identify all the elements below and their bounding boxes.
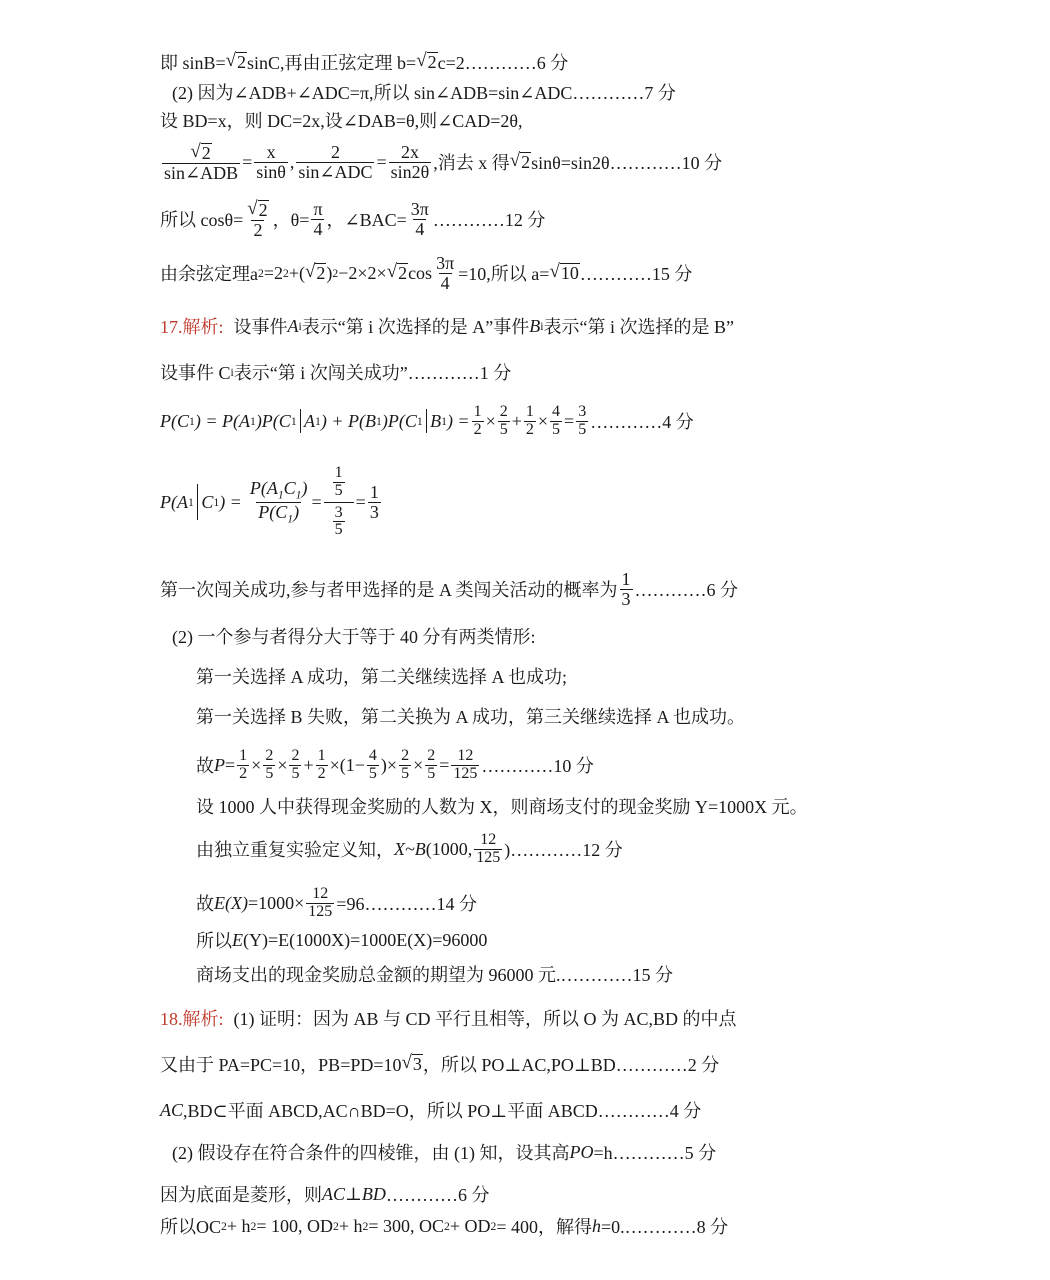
fraction <box>409 200 431 239</box>
text-span: ×(1− <box>329 754 365 775</box>
text-span: 4 <box>440 272 450 293</box>
text-span: ) <box>301 477 308 498</box>
text-span: × <box>413 754 424 775</box>
fraction <box>333 465 345 500</box>
text-span: 1 <box>376 414 382 428</box>
text-span: × <box>537 410 549 431</box>
text-span: 2 <box>499 402 508 420</box>
fraction <box>399 748 411 783</box>
text-span: sin2θ <box>390 161 430 182</box>
line-s17-final <box>196 954 673 994</box>
text-span: C <box>283 477 296 498</box>
text-span: 5 <box>401 764 410 782</box>
text-span: 2 <box>291 746 300 764</box>
text-span: P(C <box>160 410 189 431</box>
text-span: AC⊥BD <box>322 1183 386 1204</box>
text-span: 2 <box>521 152 531 173</box>
text-span: A <box>304 410 316 431</box>
text-span: 设事件 <box>233 317 288 337</box>
text-span: 1 <box>295 488 302 502</box>
text-span: 第一关选择 A 成功，第二关继续选择 A 也成功; <box>196 667 568 687</box>
text-span: + <box>303 754 314 775</box>
text-span: 表示“第 i 次选择的是 A”事件 <box>301 317 530 337</box>
text-span: A <box>287 315 299 336</box>
text-span: × <box>485 410 496 431</box>
fraction <box>550 404 562 439</box>
line-s18-3 <box>160 1090 701 1130</box>
text-span: sinθ=sin2θ…………10 分 <box>531 153 723 173</box>
text-span: PO <box>569 1141 594 1162</box>
text-span: 5 <box>578 420 587 438</box>
text-span: 商场支出的现金奖励总金额的期望为 96000 元.…………15 分 <box>196 965 673 985</box>
text-span: 2 <box>333 1219 339 1233</box>
text-span: 4 <box>552 402 561 420</box>
text-span: 1 <box>525 402 534 420</box>
line-s17-2 <box>160 352 511 392</box>
text-span: 3 <box>621 588 631 609</box>
text-span: 1 <box>441 414 447 428</box>
text-span: ，θ= <box>272 210 310 230</box>
line-s18-4 <box>172 1132 716 1172</box>
text-span: 1 <box>315 414 321 428</box>
text-span: 又由于 PA=PC=10，PB=PD=10 <box>160 1055 402 1075</box>
text-span: 125 <box>308 902 333 920</box>
text-span: 5 <box>368 764 377 782</box>
section-18-header <box>160 998 737 1038</box>
text-span: −2×2× <box>338 262 387 283</box>
sqrt: √ 2 <box>305 261 326 284</box>
text-span: 第一次闯关成功,参与者甲选择的是 A 类闯关活动的概率为 <box>160 580 618 600</box>
text-span: cos <box>408 262 433 283</box>
text-span: =96…………14 分 <box>336 894 477 914</box>
text-span: 5 <box>427 764 436 782</box>
text-span: 设事件 C <box>160 363 231 383</box>
text-span: + h <box>226 1215 251 1236</box>
text-span: 故 <box>196 756 214 776</box>
text-span: = <box>564 410 575 431</box>
text-span: + <box>511 410 522 431</box>
line-4 <box>160 136 722 188</box>
text-span: …………6 分 <box>385 1185 490 1205</box>
fraction <box>576 404 588 439</box>
text-span: = 300, OC <box>368 1215 445 1236</box>
fraction <box>451 748 479 783</box>
text-span: 设 BD=x，则 DC=2x,设∠DAB=θ,则∠CAD=2θ, <box>160 111 523 131</box>
fraction <box>289 748 301 783</box>
text-span: P(C <box>258 501 288 522</box>
text-span: 第一关选择 B 失败，第二关换为 A 成功，第三关继续选择 A 也成功。 <box>196 707 746 727</box>
text-span: = <box>225 754 236 775</box>
text-span: 5 <box>291 764 300 782</box>
text-span: 即 sinB= <box>160 53 226 73</box>
text-span: 表示“第 i 次闯关成功”…………1 分 <box>233 363 512 383</box>
text-span: 1 <box>287 512 294 526</box>
text-span: 3 <box>578 402 587 420</box>
text-span: × <box>251 754 262 775</box>
text-span: 2 <box>253 219 263 240</box>
section-label: 18.解析: <box>160 1009 224 1029</box>
text-span: 1 <box>189 414 195 428</box>
text-span: ，∠BAC= <box>326 210 407 230</box>
text-span: 故 <box>196 894 214 914</box>
text-span: 2 <box>401 746 410 764</box>
text-span: 2 <box>265 746 274 764</box>
text-span: 2 <box>239 764 248 782</box>
line-3 <box>160 100 523 140</box>
text-span: 2 <box>201 142 211 163</box>
fraction <box>254 143 288 182</box>
fraction <box>248 479 310 526</box>
sqrt: √ 10 <box>549 261 579 284</box>
line-binomial <box>196 824 623 874</box>
text-span: …………4 分 <box>590 412 694 432</box>
text-span: ，所以 PO⊥AC,PO⊥BD…………2 分 <box>422 1055 720 1075</box>
text-span: sinθ <box>256 161 286 182</box>
fraction <box>333 505 345 540</box>
line-s17-conclusion <box>160 564 738 614</box>
math-mark <box>300 409 301 433</box>
text-span: 2x <box>400 141 419 162</box>
fraction <box>263 748 275 783</box>
text-span: …………12 分 <box>432 210 546 230</box>
text-span: +( <box>288 262 305 283</box>
text-span: c=2…………6 分 <box>437 53 569 73</box>
text-span: 3π <box>436 252 455 273</box>
text-span: 所以 cosθ= <box>160 210 244 230</box>
text-span: 1 <box>473 402 482 420</box>
text-span: 所以OC <box>160 1217 222 1237</box>
text-span: )× <box>380 754 398 775</box>
text-span: 设 1000 人中获得现金奖励的人数为 X，则商场支付的现金奖励 Y=1000X 元。 <box>196 797 808 817</box>
text-span: + OD <box>449 1215 491 1236</box>
text-span: = <box>439 754 450 775</box>
line-s18-2 <box>160 1044 719 1084</box>
text-span: …………6 分 <box>634 580 739 600</box>
text-span: = <box>376 151 387 172</box>
text-span: (2) 一个参与者得分大于等于 40 分有两类情形: <box>172 627 536 647</box>
text-span: ) + P(B <box>320 410 377 431</box>
text-span: 2 <box>332 266 339 280</box>
text-span: 2 <box>317 764 326 782</box>
text-span: P(A <box>160 491 188 512</box>
text-span: =1000× <box>247 892 305 913</box>
sqrt-2: √ 2 <box>225 50 247 73</box>
text-span: 2 <box>330 141 340 162</box>
text-span: 所以 <box>196 931 232 951</box>
text-span: 3 <box>412 1054 422 1075</box>
text-span: 5 <box>334 521 343 539</box>
text-span: = <box>242 151 253 172</box>
text-span: 2 <box>444 1219 450 1233</box>
sqrt: √ 2 <box>386 261 408 284</box>
sqrt: √ 3 <box>401 1052 422 1075</box>
fraction <box>389 143 432 182</box>
text-span: 5 <box>334 481 343 499</box>
text-span: ,BD⊂平面 ABCD,AC∩BD=O，所以 PO⊥平面 ABCD…………4 分 <box>183 1101 702 1121</box>
text-span: i <box>298 319 302 333</box>
text-span: 1 <box>369 481 379 502</box>
fraction <box>237 748 249 783</box>
text-span: (1) 证明：因为 AB 与 CD 平行且相等，所以 O 为 AC,BD 的中点 <box>233 1009 737 1029</box>
math-mark <box>426 409 427 433</box>
formula-p-c1 <box>160 396 694 446</box>
text-span: ) = P(A <box>194 410 250 431</box>
text-span: (2) 假设存在符合条件的四棱锥，由 (1) 知，设其高 <box>172 1143 570 1163</box>
text-span: 3π <box>410 198 429 219</box>
text-span: π <box>313 198 323 219</box>
text-span: ) <box>293 501 300 522</box>
text-span: 1 <box>187 495 194 509</box>
text-span: 2 <box>316 263 326 284</box>
sqrt: √ 2 <box>509 150 531 173</box>
text-span: (2) 因为∠ADB+∠ADC=π,所以 sin∠ADB=sin∠ADC…………7 分 <box>172 83 676 103</box>
text-span: 1 <box>334 463 343 481</box>
text-span: sin∠ADB <box>164 162 239 183</box>
text-span: 10 <box>560 263 579 284</box>
fraction <box>425 748 437 783</box>
text-span: = <box>355 491 366 512</box>
text-span: P(A <box>249 477 278 498</box>
text-span: (1000, <box>425 838 473 859</box>
text-span: 1 <box>213 495 220 509</box>
text-span: 4 <box>368 746 377 764</box>
text-span: 因为底面是菱形，则 <box>160 1185 322 1205</box>
line-s18-6 <box>160 1206 728 1246</box>
text-span: , <box>289 151 295 172</box>
fraction <box>306 886 334 921</box>
text-span: 125 <box>476 848 501 866</box>
text-span: B <box>430 410 442 431</box>
text-span: 12 <box>312 884 329 902</box>
text-span: 2 <box>237 52 247 73</box>
fraction <box>434 254 456 293</box>
text-span: 1 <box>277 488 284 502</box>
text-span: i <box>230 365 234 379</box>
text-span: 由余弦定理a <box>160 264 258 284</box>
text-span: 1 <box>317 746 326 764</box>
text-span: =0.…………8 分 <box>601 1217 729 1237</box>
text-span: E <box>232 929 243 950</box>
line-case-1 <box>196 656 567 696</box>
text-span: h <box>592 1215 602 1236</box>
text-span: )…………12 分 <box>504 840 623 860</box>
text-span: = <box>311 491 322 512</box>
text-span: sinC,再由正弦定理 b= <box>247 53 417 73</box>
text-span: 2 <box>258 266 264 280</box>
text-span: 4 <box>415 218 425 239</box>
text-span: X~B <box>394 838 426 859</box>
text-span: sin∠ADC <box>298 161 373 182</box>
text-span: =h…………5 分 <box>593 1143 717 1163</box>
fraction <box>620 570 633 609</box>
sqrt: √ 2 <box>190 140 211 163</box>
text-span: 5 <box>552 420 561 438</box>
line-s17-x <box>196 786 808 826</box>
text-span: ) <box>326 262 333 283</box>
text-span: 1 <box>249 414 256 428</box>
text-span: AC <box>160 1099 184 1120</box>
text-span: i <box>540 319 544 333</box>
text-span: = 100, OD <box>256 1215 334 1236</box>
fraction <box>474 832 502 867</box>
text-span: 1 <box>239 746 248 764</box>
text-span: 1 <box>416 414 423 428</box>
fraction <box>296 143 374 182</box>
fraction <box>316 748 328 783</box>
text-span: 2 <box>490 1219 497 1233</box>
text-span: 2 <box>473 420 482 438</box>
text-span: 1 <box>621 568 631 589</box>
text-span: 2 <box>258 199 268 220</box>
formula-p <box>196 740 594 790</box>
text-span: 2 <box>525 420 534 438</box>
formula-p-a1-given-c1 <box>160 456 383 548</box>
section-17-header <box>160 306 734 346</box>
fraction <box>498 404 510 439</box>
text-span: 2 <box>250 1219 257 1233</box>
math-mark <box>324 502 354 503</box>
text-span: 5 <box>265 764 274 782</box>
fraction <box>368 483 381 522</box>
text-span: P <box>214 754 225 775</box>
text-span: 表示“第 i 次选择的是 B” <box>543 317 734 337</box>
text-span: 2 <box>398 263 408 284</box>
math-mark <box>197 484 199 520</box>
text-span: E(X) <box>214 892 248 913</box>
line-5 <box>160 194 545 244</box>
text-span: × <box>277 754 288 775</box>
fraction <box>162 142 240 183</box>
text-span: x <box>266 141 276 162</box>
text-span: 2 <box>221 1219 227 1233</box>
text-span: B <box>529 315 541 336</box>
text-span: 5 <box>499 420 508 438</box>
text-span: 125 <box>453 764 478 782</box>
text-span: ,消去 x 得 <box>433 153 510 173</box>
text-span: ) = <box>446 410 470 431</box>
text-span: 1 <box>290 414 297 428</box>
text-span: =10,所以 a= <box>458 264 550 284</box>
fraction <box>472 404 484 439</box>
text-span: 由独立重复实验定义知， <box>196 840 394 860</box>
text-span: 2 <box>427 52 437 73</box>
text-span: (Y)=E(1000X)=1000E(X)=96000 <box>243 929 488 950</box>
fraction <box>524 404 536 439</box>
sqrt-2: √ 2 <box>416 50 437 73</box>
text-span: 2 <box>283 266 289 280</box>
text-span: …………10 分 <box>481 756 594 776</box>
fraction <box>367 748 379 783</box>
section-label: 17.解析: <box>160 317 224 337</box>
text-span: …………15 分 <box>579 264 693 284</box>
text-span: 2 <box>362 1219 369 1233</box>
text-span: )P(C <box>381 410 417 431</box>
text-span: 4 <box>313 218 323 239</box>
text-span: = 400，解得 <box>496 1217 593 1237</box>
fraction <box>311 200 324 239</box>
text-span: + h <box>338 1215 363 1236</box>
fraction <box>245 199 270 240</box>
line-6 <box>160 248 692 298</box>
sqrt: √ 2 <box>247 197 268 220</box>
line-case-2 <box>196 696 745 736</box>
text-span: =2 <box>263 262 283 283</box>
text-span: 3 <box>334 503 343 521</box>
text-span: C <box>201 491 214 512</box>
text-span: 2 <box>427 746 436 764</box>
line-s17-part2 <box>172 616 536 656</box>
text-span: )P(C <box>255 410 291 431</box>
text-span: ) = <box>219 491 242 512</box>
text-span: 3 <box>369 501 379 522</box>
text-span: 12 <box>480 830 497 848</box>
text-span: 12 <box>457 746 474 764</box>
complex-fraction <box>324 465 354 539</box>
